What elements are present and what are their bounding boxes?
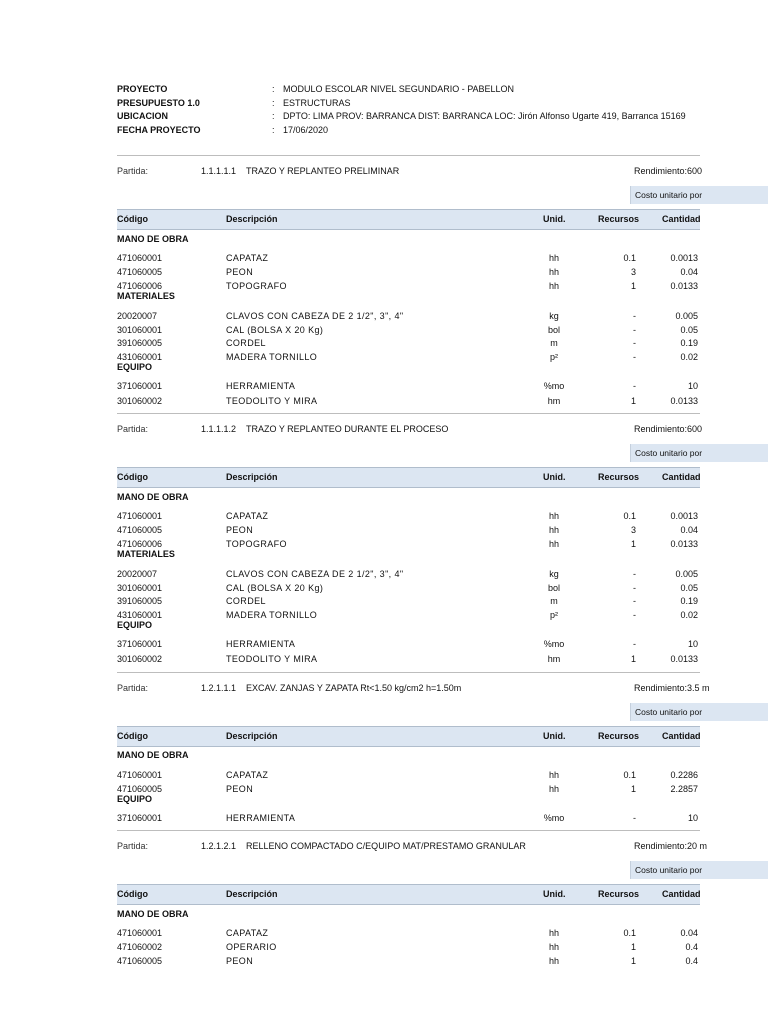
- partida-title: EXCAV. ZANJAS Y ZAPATA Rt<1.50 kg/cm2 h=1.50m: [246, 683, 462, 693]
- section-divider: [117, 672, 700, 673]
- col-header-unid: Unid.: [543, 214, 566, 224]
- resource-recursos: -: [633, 610, 636, 620]
- resource-code: 20020007: [117, 569, 158, 579]
- partida-label: Partida:: [117, 841, 149, 851]
- partida-label: Partida:: [117, 424, 149, 434]
- resource-recursos: 3: [630, 525, 636, 535]
- resource-description: CLAVOS CON CABEZA DE 2 1/2", 3", 4": [226, 569, 404, 579]
- resource-unit: m: [550, 596, 558, 606]
- resource-unit: kg: [549, 569, 559, 579]
- partida-label: Partida:: [117, 683, 149, 693]
- resource-code: 301060001: [117, 325, 163, 335]
- resource-description: PEON: [226, 525, 254, 535]
- table-header: [117, 726, 700, 747]
- resource-description: CORDEL: [226, 596, 266, 606]
- resource-description: TEODOLITO Y MIRA: [226, 396, 318, 406]
- resource-description: CAPATAZ: [226, 770, 269, 780]
- resource-unit: m: [550, 338, 558, 348]
- col-header-unid: Unid.: [543, 472, 566, 482]
- resource-code: 371060001: [117, 813, 163, 823]
- resource-recursos: 1: [630, 956, 636, 966]
- resource-code: 371060001: [117, 639, 163, 649]
- header-value-ubicacion: DPTO: LIMA PROV: BARRANCA DIST: BARRANCA LOC: Jirón Alfonso Ugarte 419, Barranca 15169: [283, 111, 686, 121]
- resource-code: 471060001: [117, 511, 163, 521]
- resource-description: TOPOGRAFO: [226, 281, 287, 291]
- resource-unit: hh: [548, 928, 559, 938]
- partida-title: TRAZO Y REPLANTEO DURANTE EL PROCESO: [246, 424, 449, 434]
- header-label-fecha: FECHA PROYECTO: [117, 125, 201, 135]
- resource-cantidad: 0.0133: [670, 654, 698, 664]
- partida-label: Partida:: [117, 166, 149, 176]
- col-header-codigo: Código: [117, 731, 148, 741]
- costo-unitario-label: [630, 444, 768, 462]
- rendimiento-label: Rendimiento:20 m: [634, 841, 708, 851]
- resource-cantidad: 0.05: [680, 325, 698, 335]
- category-heading: EQUIPO: [117, 362, 153, 372]
- col-header-descripcion: Descripción: [226, 214, 278, 224]
- resource-cantidad: 0.0133: [670, 396, 698, 406]
- resource-unit: p²: [549, 352, 558, 362]
- resource-code: 301060002: [117, 654, 163, 664]
- resource-recursos: 1: [630, 784, 636, 794]
- resource-description: MADERA TORNILLO: [226, 352, 318, 362]
- resource-cantidad: 10: [687, 813, 698, 823]
- resource-unit: %mo: [543, 813, 565, 823]
- resource-unit: bol: [547, 583, 560, 593]
- resource-cantidad: 0.19: [680, 596, 698, 606]
- resource-cantidad: 0.0133: [670, 281, 698, 291]
- resource-cantidad: 10: [687, 639, 698, 649]
- col-header-descripcion: Descripción: [226, 472, 278, 482]
- resource-unit: hh: [548, 253, 559, 263]
- col-header-codigo: Código: [117, 214, 148, 224]
- header-colon: :: [272, 125, 275, 135]
- resource-code: 20020007: [117, 311, 158, 321]
- resource-cantidad: 0.4: [685, 942, 698, 952]
- resource-unit: hm: [547, 396, 561, 406]
- partida-title: RELLENO COMPACTADO C/EQUIPO MAT/PRESTAMO GRANULAR: [246, 841, 526, 851]
- resource-description: CAPATAZ: [226, 928, 269, 938]
- resource-cantidad: 0.005: [675, 311, 698, 321]
- resource-cantidad: 0.005: [675, 569, 698, 579]
- resource-cantidad: 2.2857: [670, 784, 698, 794]
- resource-unit: hh: [548, 539, 559, 549]
- header-colon: :: [272, 98, 275, 108]
- partida-title: TRAZO Y REPLANTEO PRELIMINAR: [246, 166, 400, 176]
- resource-description: CAPATAZ: [226, 511, 269, 521]
- resource-cantidad: 0.2286: [670, 770, 698, 780]
- resource-recursos: -: [633, 596, 636, 606]
- resource-cantidad: 10: [687, 381, 698, 391]
- resource-code: 471060005: [117, 956, 163, 966]
- rendimiento-label: Rendimiento:600: [634, 166, 703, 176]
- resource-description: CAL (BOLSA X 20 Kg): [226, 325, 324, 335]
- resource-recursos: -: [633, 338, 636, 348]
- resource-code: 471060001: [117, 770, 163, 780]
- header-label-proyecto: PROYECTO: [117, 84, 168, 94]
- category-heading: EQUIPO: [117, 620, 153, 630]
- resource-cantidad: 0.0013: [670, 511, 698, 521]
- col-header-unid: Unid.: [543, 889, 566, 899]
- costo-unitario-label: [630, 861, 768, 879]
- partida-code: 1.2.1.1.1: [201, 683, 237, 693]
- resource-cantidad: 0.02: [680, 352, 698, 362]
- resource-cantidad: 0.4: [685, 956, 698, 966]
- resource-recursos: 0.1: [623, 928, 636, 938]
- category-heading: MANO DE OBRA: [117, 234, 189, 244]
- category-heading: EQUIPO: [117, 794, 153, 804]
- resource-description: PEON: [226, 267, 254, 277]
- resource-code: 471060002: [117, 942, 163, 952]
- resource-description: PEON: [226, 956, 254, 966]
- resource-cantidad: 0.04: [680, 928, 698, 938]
- col-header-cantidad: Cantidad: [662, 472, 701, 482]
- resource-code: 391060005: [117, 338, 163, 348]
- resource-code: 471060001: [117, 928, 163, 938]
- header-value-proyecto: MODULO ESCOLAR NIVEL SEGUNDARIO - PABELLON: [283, 84, 515, 94]
- resource-recursos: -: [633, 381, 636, 391]
- resource-description: OPERARIO: [226, 942, 277, 952]
- col-header-descripcion: Descripción: [226, 889, 278, 899]
- resource-unit: %mo: [543, 639, 565, 649]
- col-header-recursos: Recursos: [598, 214, 640, 224]
- resource-unit: hh: [548, 267, 559, 277]
- resource-cantidad: 0.02: [680, 610, 698, 620]
- resource-recursos: -: [633, 639, 636, 649]
- header-colon: :: [272, 84, 275, 94]
- resource-code: 471060006: [117, 281, 163, 291]
- costo-unitario-text: Costo unitario por: [635, 190, 703, 200]
- resource-description: CORDEL: [226, 338, 266, 348]
- col-header-codigo: Código: [117, 889, 148, 899]
- resource-description: CLAVOS CON CABEZA DE 2 1/2", 3", 4": [226, 311, 404, 321]
- resource-description: PEON: [226, 784, 254, 794]
- resource-unit: p²: [549, 610, 558, 620]
- resource-code: 371060001: [117, 381, 163, 391]
- resource-recursos: 1: [630, 654, 636, 664]
- resource-description: HERRAMIENTA: [226, 813, 296, 823]
- resource-description: TEODOLITO Y MIRA: [226, 654, 318, 664]
- resource-unit: hh: [548, 784, 559, 794]
- resource-description: MADERA TORNILLO: [226, 610, 318, 620]
- resource-recursos: -: [633, 813, 636, 823]
- category-heading: MATERIALES: [117, 291, 175, 301]
- table-header: [117, 209, 700, 230]
- resource-recursos: 0.1: [623, 770, 636, 780]
- resource-cantidad: 0.19: [680, 338, 698, 348]
- partida-code: 1.1.1.1.2: [201, 424, 237, 434]
- table-header: [117, 884, 700, 905]
- resource-recursos: -: [633, 569, 636, 579]
- resource-code: 431060001: [117, 352, 163, 362]
- col-header-recursos: Recursos: [598, 731, 640, 741]
- partida-code: 1.1.1.1.1: [201, 166, 237, 176]
- resource-unit: hh: [548, 281, 559, 291]
- resource-unit: hh: [548, 956, 559, 966]
- resource-code: 471060001: [117, 253, 163, 263]
- col-header-unid: Unid.: [543, 731, 566, 741]
- resource-unit: hh: [548, 511, 559, 521]
- section-divider: [117, 155, 700, 156]
- resource-cantidad: 0.0133: [670, 539, 698, 549]
- partida-code: 1.2.1.2.1: [201, 841, 237, 851]
- resource-code: 431060001: [117, 610, 163, 620]
- resource-recursos: -: [633, 583, 636, 593]
- resource-unit: hh: [548, 942, 559, 952]
- costo-unitario-label: [630, 703, 768, 721]
- resource-description: CAPATAZ: [226, 253, 269, 263]
- resource-description: CAL (BOLSA X 20 Kg): [226, 583, 324, 593]
- resource-recursos: 1: [630, 281, 636, 291]
- col-header-cantidad: Cantidad: [662, 731, 701, 741]
- resource-recursos: -: [633, 311, 636, 321]
- category-heading: MANO DE OBRA: [117, 492, 189, 502]
- resource-unit: %mo: [543, 381, 565, 391]
- resource-code: 471060005: [117, 784, 163, 794]
- resource-recursos: -: [633, 352, 636, 362]
- resource-unit: hh: [548, 525, 559, 535]
- resource-cantidad: 0.04: [680, 267, 698, 277]
- resource-recursos: 3: [630, 267, 636, 277]
- resource-code: 301060001: [117, 583, 163, 593]
- col-header-cantidad: Cantidad: [662, 889, 701, 899]
- section-divider: [117, 830, 700, 831]
- resource-recursos: 1: [630, 942, 636, 952]
- resource-cantidad: 0.05: [680, 583, 698, 593]
- header-label-presupuesto: PRESUPUESTO 1.0: [117, 98, 200, 108]
- resource-code: 301060002: [117, 396, 163, 406]
- costo-unitario-text: Costo unitario por: [635, 448, 703, 458]
- category-heading: MANO DE OBRA: [117, 909, 189, 919]
- category-heading: MANO DE OBRA: [117, 750, 189, 760]
- col-header-descripcion: Descripción: [226, 731, 278, 741]
- header-value-presupuesto: ESTRUCTURAS: [283, 98, 351, 108]
- resource-description: HERRAMIENTA: [226, 381, 296, 391]
- resource-unit: hm: [547, 654, 561, 664]
- col-header-recursos: Recursos: [598, 889, 640, 899]
- resource-code: 471060005: [117, 267, 163, 277]
- header-colon: :: [272, 111, 275, 121]
- col-header-recursos: Recursos: [598, 472, 640, 482]
- resource-cantidad: 0.04: [680, 525, 698, 535]
- costo-unitario-text: Costo unitario por: [635, 707, 703, 717]
- resource-description: TOPOGRAFO: [226, 539, 287, 549]
- resource-recursos: 0.1: [623, 511, 636, 521]
- category-heading: MATERIALES: [117, 549, 175, 559]
- col-header-cantidad: Cantidad: [662, 214, 701, 224]
- header-label-ubicacion: UBICACION: [117, 111, 168, 121]
- costo-unitario-label: [630, 186, 768, 204]
- rendimiento-label: Rendimiento:3.5 m: [634, 683, 710, 693]
- resource-unit: kg: [549, 311, 559, 321]
- resource-code: 471060005: [117, 525, 163, 535]
- rendimiento-label: Rendimiento:600: [634, 424, 703, 434]
- resource-unit: hh: [548, 770, 559, 780]
- resource-recursos: -: [633, 325, 636, 335]
- resource-recursos: 1: [630, 396, 636, 406]
- header-value-fecha: 17/06/2020: [283, 125, 329, 135]
- resource-code: 471060006: [117, 539, 163, 549]
- section-divider: [117, 413, 700, 414]
- resource-code: 391060005: [117, 596, 163, 606]
- resource-recursos: 0.1: [623, 253, 636, 263]
- resource-unit: bol: [547, 325, 560, 335]
- resource-description: HERRAMIENTA: [226, 639, 296, 649]
- table-header: [117, 467, 700, 488]
- costo-unitario-text: Costo unitario por: [635, 865, 703, 875]
- resource-cantidad: 0.0013: [670, 253, 698, 263]
- col-header-codigo: Código: [117, 472, 148, 482]
- resource-recursos: 1: [630, 539, 636, 549]
